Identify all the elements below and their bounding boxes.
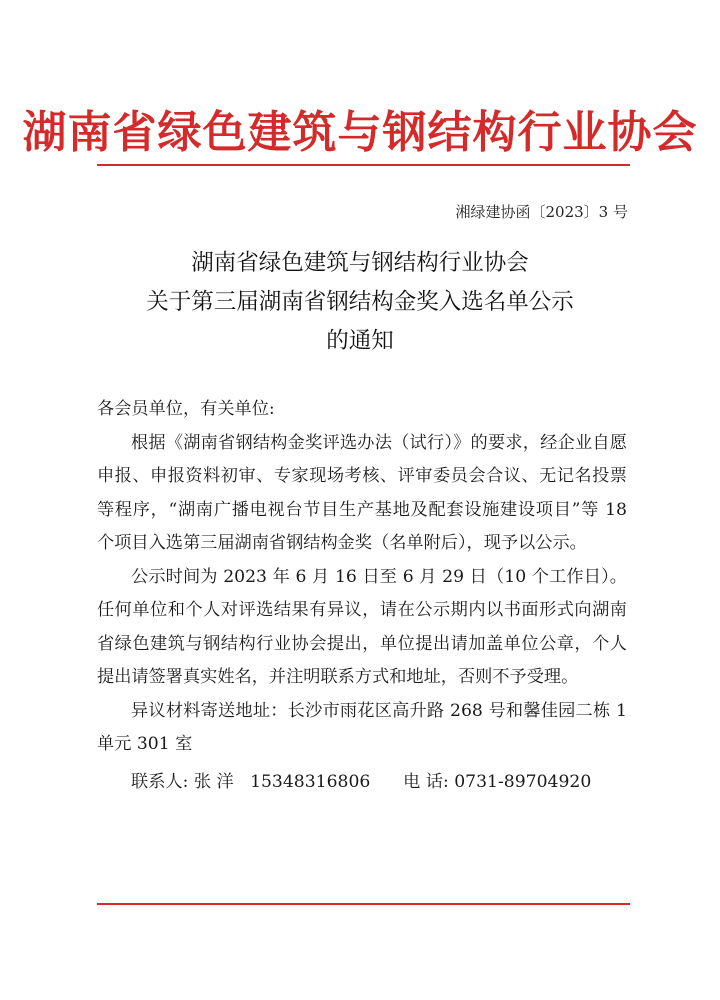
contact-line bbox=[97, 766, 627, 800]
letterhead-org-name: 湖南省绿色建筑与钢结构行业协会 bbox=[22, 107, 698, 158]
notice-body bbox=[97, 393, 627, 799]
paragraph-objection-address: 异议材料寄送地址：长沙市雨花区高升路 268 号和馨佳园二栋 1 单元 301 室 bbox=[97, 700, 627, 754]
contact-person-label: 联系人: bbox=[131, 771, 189, 792]
salutation: 各会员单位，有关单位: bbox=[97, 399, 275, 419]
letterhead-divider bbox=[97, 164, 630, 166]
notice-title bbox=[0, 244, 720, 361]
title-line-1: 湖南省绿色建筑与钢结构行业协会 bbox=[191, 250, 529, 276]
paragraph-requirements: 根据《湖南省钢结构金奖评选办法（试行）》的要求，经企业自愿申报、申报资料初审、专家现场考核、评审委员会合议、无记名投票等程序，“湖南广播电视台节目生产基地及配套设施建设项目”等 18 个项目入选第三届湖南省钢结构金奖（名单附后），现予以公示。 bbox=[97, 432, 627, 553]
contact-office-phone: 0731-89704920 bbox=[454, 771, 592, 792]
footer-divider bbox=[97, 903, 630, 905]
document-number: 湘绿建协函〔2023〕3 号 bbox=[455, 203, 628, 221]
paragraph-publicity-period: 公示时间为 2023 年 6 月 16 日至 6 月 29 日（10 个工作日）。任何单位和个人对评选结果有异议，请在公示期内以书面形式向湖南省绿色建筑与钢结构行业协会提出，单位提出请加盖单位公章，个人提出请签署真实姓名，并注明联系方式和地址，否则不予受理。 bbox=[97, 566, 627, 687]
contact-phone-label: 电 话: bbox=[403, 771, 449, 792]
contact-person-name: 张 洋 bbox=[193, 771, 234, 792]
title-line-3: 的通知 bbox=[326, 328, 394, 354]
contact-mobile: 15348316806 bbox=[250, 771, 371, 792]
title-line-2: 关于第三届湖南省钢结构金奖入选名单公示 bbox=[146, 289, 574, 315]
